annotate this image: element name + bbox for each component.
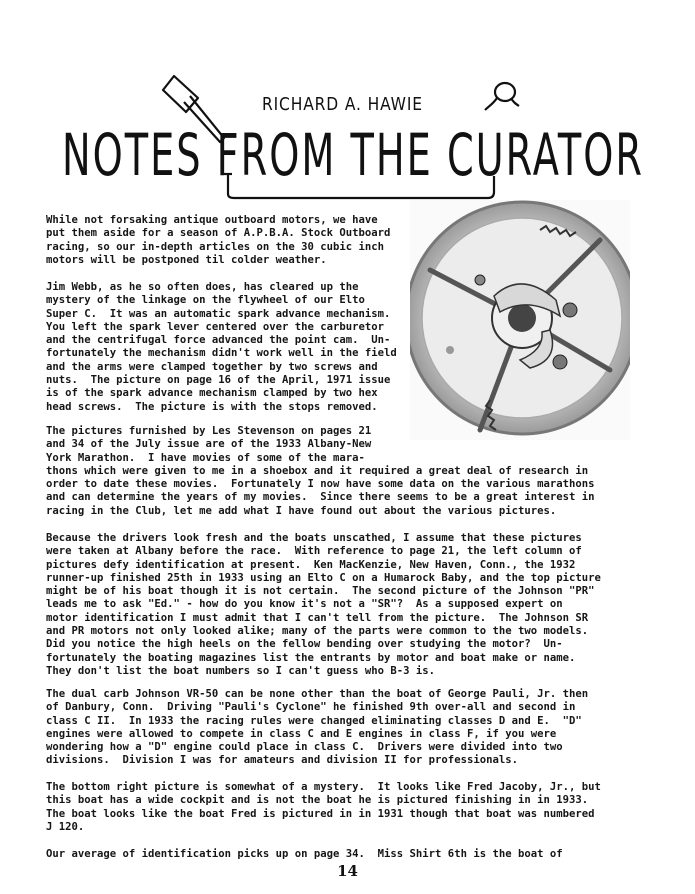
- text-line: J 120.: [46, 820, 85, 833]
- text-line: racing in the Club, let me add what I have found out about the various pictures.: [46, 504, 557, 517]
- text-line: nuts. The picture on page 16 of the April, 1971 issue: [46, 374, 391, 387]
- text-line: is of the spark advance mechanism clamped by two hex: [46, 387, 378, 400]
- text-line: leads me to ask "Ed." - how do you know it's not a "SR"? As a supposed expert on: [46, 598, 563, 611]
- text-line: and can determine the years of my movies. Since there seems to be a great interest in: [46, 491, 595, 504]
- text-line: Jim Webb, as he so often does, has cleared up the: [46, 281, 359, 293]
- text-line: motor identification I must admit that I can't tell from the picture. The Johnson SR: [46, 611, 589, 624]
- text-line: Super C. It was an automatic spark advance mechanism.: [46, 307, 391, 320]
- text-line: engines were allowed to compete in class C and E engines in class F, if you were: [46, 727, 557, 740]
- paragraph-intro: [46, 214, 406, 267]
- text-line: might be of his boat though it is not certain. The second picture of the Johnson "PR": [46, 585, 595, 598]
- page-title: NOTES FROM THE CURATOR: [62, 121, 644, 189]
- text-line: fortunately the boating magazines list the entrants by motor and boat make or name.: [46, 651, 576, 664]
- text-line: wondering how a "D" engine could place in class C. Drivers were divided into two: [46, 741, 563, 754]
- text-line: class C II. In 1933 the racing rules were changed eliminating classes D and E. "D": [46, 714, 582, 727]
- text-line: While not forsaking antique outboard motors, we have: [46, 214, 378, 226]
- paragraph-mystery: [46, 781, 626, 834]
- text-line: fortunately the mechanism didn't work well in the field: [46, 347, 397, 360]
- text-line: divisions. Division I was for amateurs and division II for professionals.: [46, 754, 518, 767]
- text-line: and 34 of the July issue are of the 1933 Albany-New: [46, 438, 372, 451]
- text-line: this boat has a wide cockpit and is not the boat he is pictured finishing in in 1933.: [46, 794, 589, 807]
- text-line: The bottom right picture is somewhat of a mystery. It looks like Fred Jacoby, Jr., but: [46, 781, 601, 793]
- paragraph-identification: [46, 532, 626, 678]
- text-line: York Marathon. I have movies of some of the mara-: [46, 451, 365, 464]
- text-line: of Danbury, Conn. Driving "Pauli's Cyclone" he finished 9th over-all and second in: [46, 701, 576, 714]
- text-line: thons which were given to me in a shoebox and it required a great deal of research in: [46, 464, 589, 477]
- paragraph-pauli: [46, 688, 626, 768]
- rope-underline-icon: [222, 172, 502, 202]
- paragraph-page-34: [46, 848, 626, 861]
- text-line: You left the spark lever centered over the carburetor: [46, 320, 385, 333]
- text-line: mystery of the linkage on the flywheel of our Elto: [46, 294, 365, 307]
- text-line: motors will be postponed til colder weather.: [46, 253, 327, 266]
- text-line: runner-up finished 25th in 1933 using an Elto C on a Humarock Baby, and the top picture: [46, 571, 601, 584]
- text-line: The pictures furnished by Les Stevenson on pages 21: [46, 425, 372, 437]
- text-line: were taken at Albany before the race. With reference to page 21, the left column of: [46, 545, 582, 558]
- rope-loop-icon: [483, 78, 523, 114]
- text-line: Did you notice the high heels on the fellow bending over studying the motor? Un-: [46, 638, 563, 651]
- text-line: Because the drivers look fresh and the boats unscathed, I assume that these pictures: [46, 532, 582, 544]
- text-line: and the centrifugal force advanced the point cam. Un-: [46, 334, 391, 347]
- text-line: head screws. The picture is with the stops removed.: [46, 400, 378, 413]
- text-line: pictures defy identification at present. Ken MacKenzie, New Haven, Conn., the 1932: [46, 558, 576, 571]
- text-line: put them aside for a season of A.P.B.A. Stock Outboard: [46, 227, 391, 240]
- text-line: The boat looks like the boat Fred is pictured in in 1931 though that boat was numbered: [46, 807, 595, 820]
- paragraph-spark-advance: [46, 281, 406, 414]
- text-line: They don't list the boat numbers so I can't guess who B-3 is.: [46, 664, 436, 677]
- text-line: Our average of identification picks up on page 34. Miss Shirt 6th is the boat of: [46, 848, 563, 860]
- page-number: 14: [337, 862, 358, 880]
- text-line: order to date these movies. Fortunately I now have some data on the various marathons: [46, 478, 595, 491]
- paragraph-marathon: [46, 425, 626, 518]
- text-line: and the arms were clamped together by two screws and: [46, 360, 378, 373]
- text-line: and PR motors not only looked alike; many of the parts were common to the two models.: [46, 625, 589, 638]
- text-line: racing, so our in-depth articles on the 30 cubic inch: [46, 240, 385, 253]
- author-byline: RICHARD A. HAWIE: [262, 94, 423, 115]
- text-line: The dual carb Johnson VR-50 can be none other than the boat of George Pauli, Jr. then: [46, 688, 589, 700]
- flywheel-photo: [410, 200, 630, 440]
